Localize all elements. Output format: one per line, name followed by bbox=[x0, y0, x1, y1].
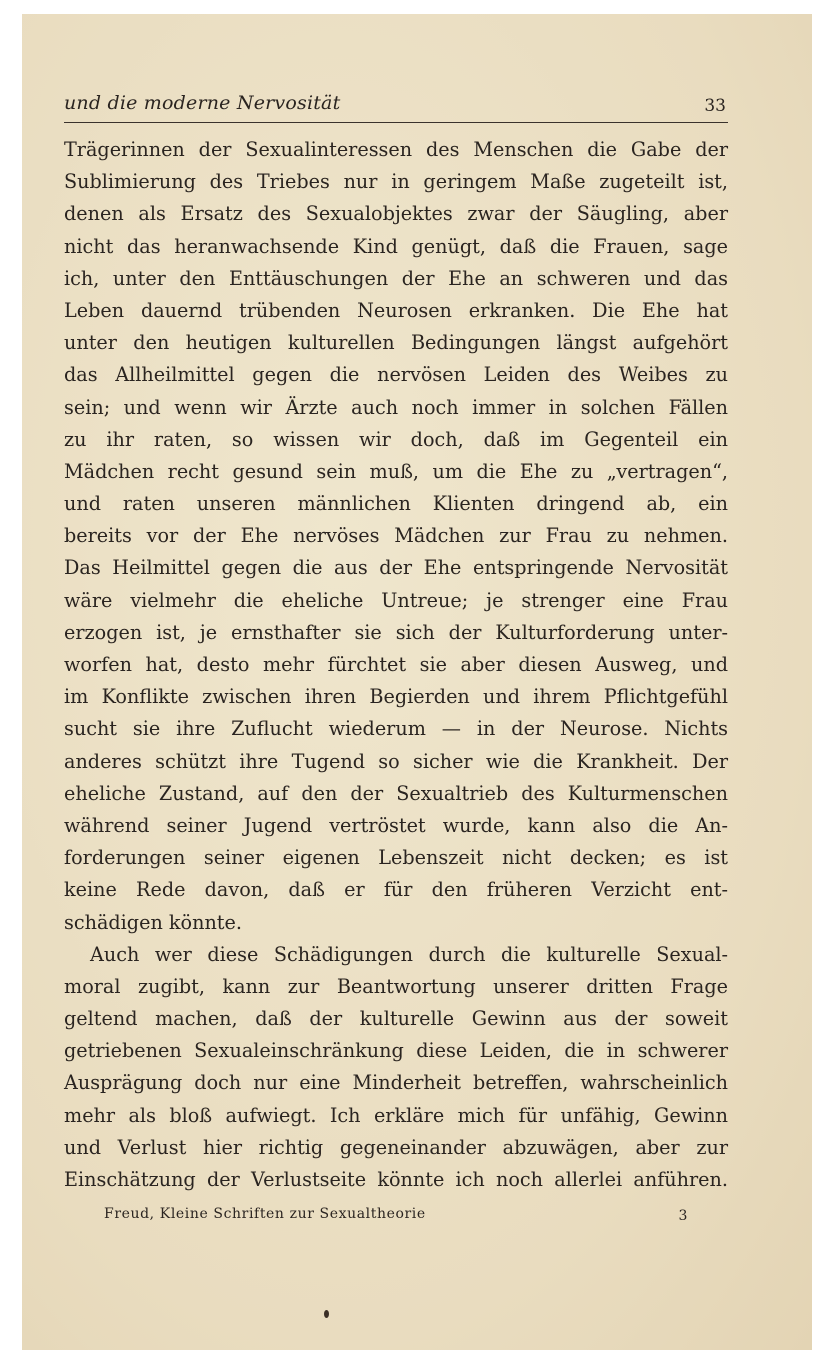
paper-speck bbox=[324, 1310, 329, 1318]
text-line: sucht sie ihre Zuflucht wiederum — in der Neurose. Nichts bbox=[64, 717, 728, 741]
text-line: denen als Ersatz des Sexualobjektes zwar der Säugling, aber bbox=[64, 202, 728, 226]
text-line: worfen hat, desto mehr fürchtet sie aber diesen Ausweg, und bbox=[64, 653, 728, 676]
text-line-paragraph-end: schädigen könnte. bbox=[64, 910, 242, 934]
text-line: moral zugibt, kann zur Beantwortung unserer dritten Frage bbox=[64, 974, 728, 998]
text-line-paragraph-start: Auch wer diese Schädigungen durch die kulturelle Sexual- bbox=[90, 942, 728, 966]
text-line: eheliche Zustand, auf den der Sexualtrieb des Kulturmenschen bbox=[64, 781, 728, 805]
text-line: das Allheilmittel gegen die nervösen Leiden des Weibes zu bbox=[64, 363, 728, 387]
text-line: ich, unter den Enttäuschungen der Ehe an schweren und das bbox=[64, 266, 728, 290]
text-line: Einschätzung der Verlustseite könnte ich noch allerlei anführen. bbox=[64, 1168, 728, 1191]
running-head bbox=[64, 86, 728, 123]
text-line: zu ihr raten, so wissen wir doch, daß im Gegenteil ein bbox=[64, 427, 728, 451]
text-line: und raten unseren männlichen Klienten dringend ab, ein bbox=[64, 492, 728, 516]
book-page bbox=[22, 14, 812, 1350]
text-line: geltend machen, daß der kulturelle Gewinn aus der soweit bbox=[64, 1007, 728, 1031]
text-line: wäre vielmehr die eheliche Untreue; je strenger eine Frau bbox=[64, 588, 728, 612]
text-line: getriebenen Sexualeinschränkung diese Leiden, die in schwerer bbox=[64, 1039, 728, 1063]
text-line: unter den heutigen kulturellen Bedingungen längst aufgehört bbox=[64, 331, 728, 355]
text-line: Leben dauernd trübenden Neurosen erkranken. Die Ehe hat bbox=[64, 298, 728, 322]
text-line: Sublimierung des Triebes nur in geringem Maße zugeteilt ist, bbox=[64, 170, 728, 194]
text-line: und Verlust hier richtig gegeneinander abzuwägen, aber zur bbox=[64, 1135, 728, 1159]
body-text bbox=[64, 134, 728, 1196]
footer-source: Freud, Kleine Schriften zur Sexualtheorie bbox=[104, 1206, 426, 1222]
signature-mark: 3 bbox=[678, 1208, 688, 1224]
text-line: erzogen ist, je ernsthafter sie sich der Kulturforderung unter- bbox=[64, 620, 728, 644]
page-number: 33 bbox=[704, 96, 726, 116]
text-line: mehr als bloß aufwiegt. Ich erkläre mich für unfähig, Gewinn bbox=[64, 1103, 728, 1127]
text-line: nicht das heranwachsende Kind genügt, daß die Frauen, sage bbox=[64, 234, 728, 258]
text-line: Trägerinnen der Sexualinteressen des Menschen die Gabe der bbox=[64, 138, 728, 161]
text-line: Das Heilmittel gegen die aus der Ehe entspringende Nervosität bbox=[64, 556, 728, 580]
text-line: bereits vor der Ehe nervöses Mädchen zur Frau zu nehmen. bbox=[64, 524, 728, 548]
text-line: Mädchen recht gesund sein muß, um die Ehe zu „vertragen“, bbox=[64, 459, 728, 483]
text-line: keine Rede davon, daß er für den früheren Verzicht ent- bbox=[64, 878, 728, 902]
text-line: anderes schützt ihre Tugend so sicher wie die Krankheit. Der bbox=[64, 749, 728, 773]
text-line: sein; und wenn wir Ärzte auch noch immer in solchen Fällen bbox=[64, 395, 728, 419]
text-line: forderungen seiner eigenen Lebenszeit nicht decken; es ist bbox=[64, 846, 728, 870]
text-line: im Konflikte zwischen ihren Begierden und ihrem Pflichtgefühl bbox=[64, 685, 728, 709]
text-line: Ausprägung doch nur eine Minderheit betreffen, wahrscheinlich bbox=[64, 1071, 728, 1095]
text-line: während seiner Jugend vertröstet wurde, kann also die An- bbox=[64, 813, 728, 837]
running-title: und die moderne Nervosität bbox=[64, 92, 341, 114]
